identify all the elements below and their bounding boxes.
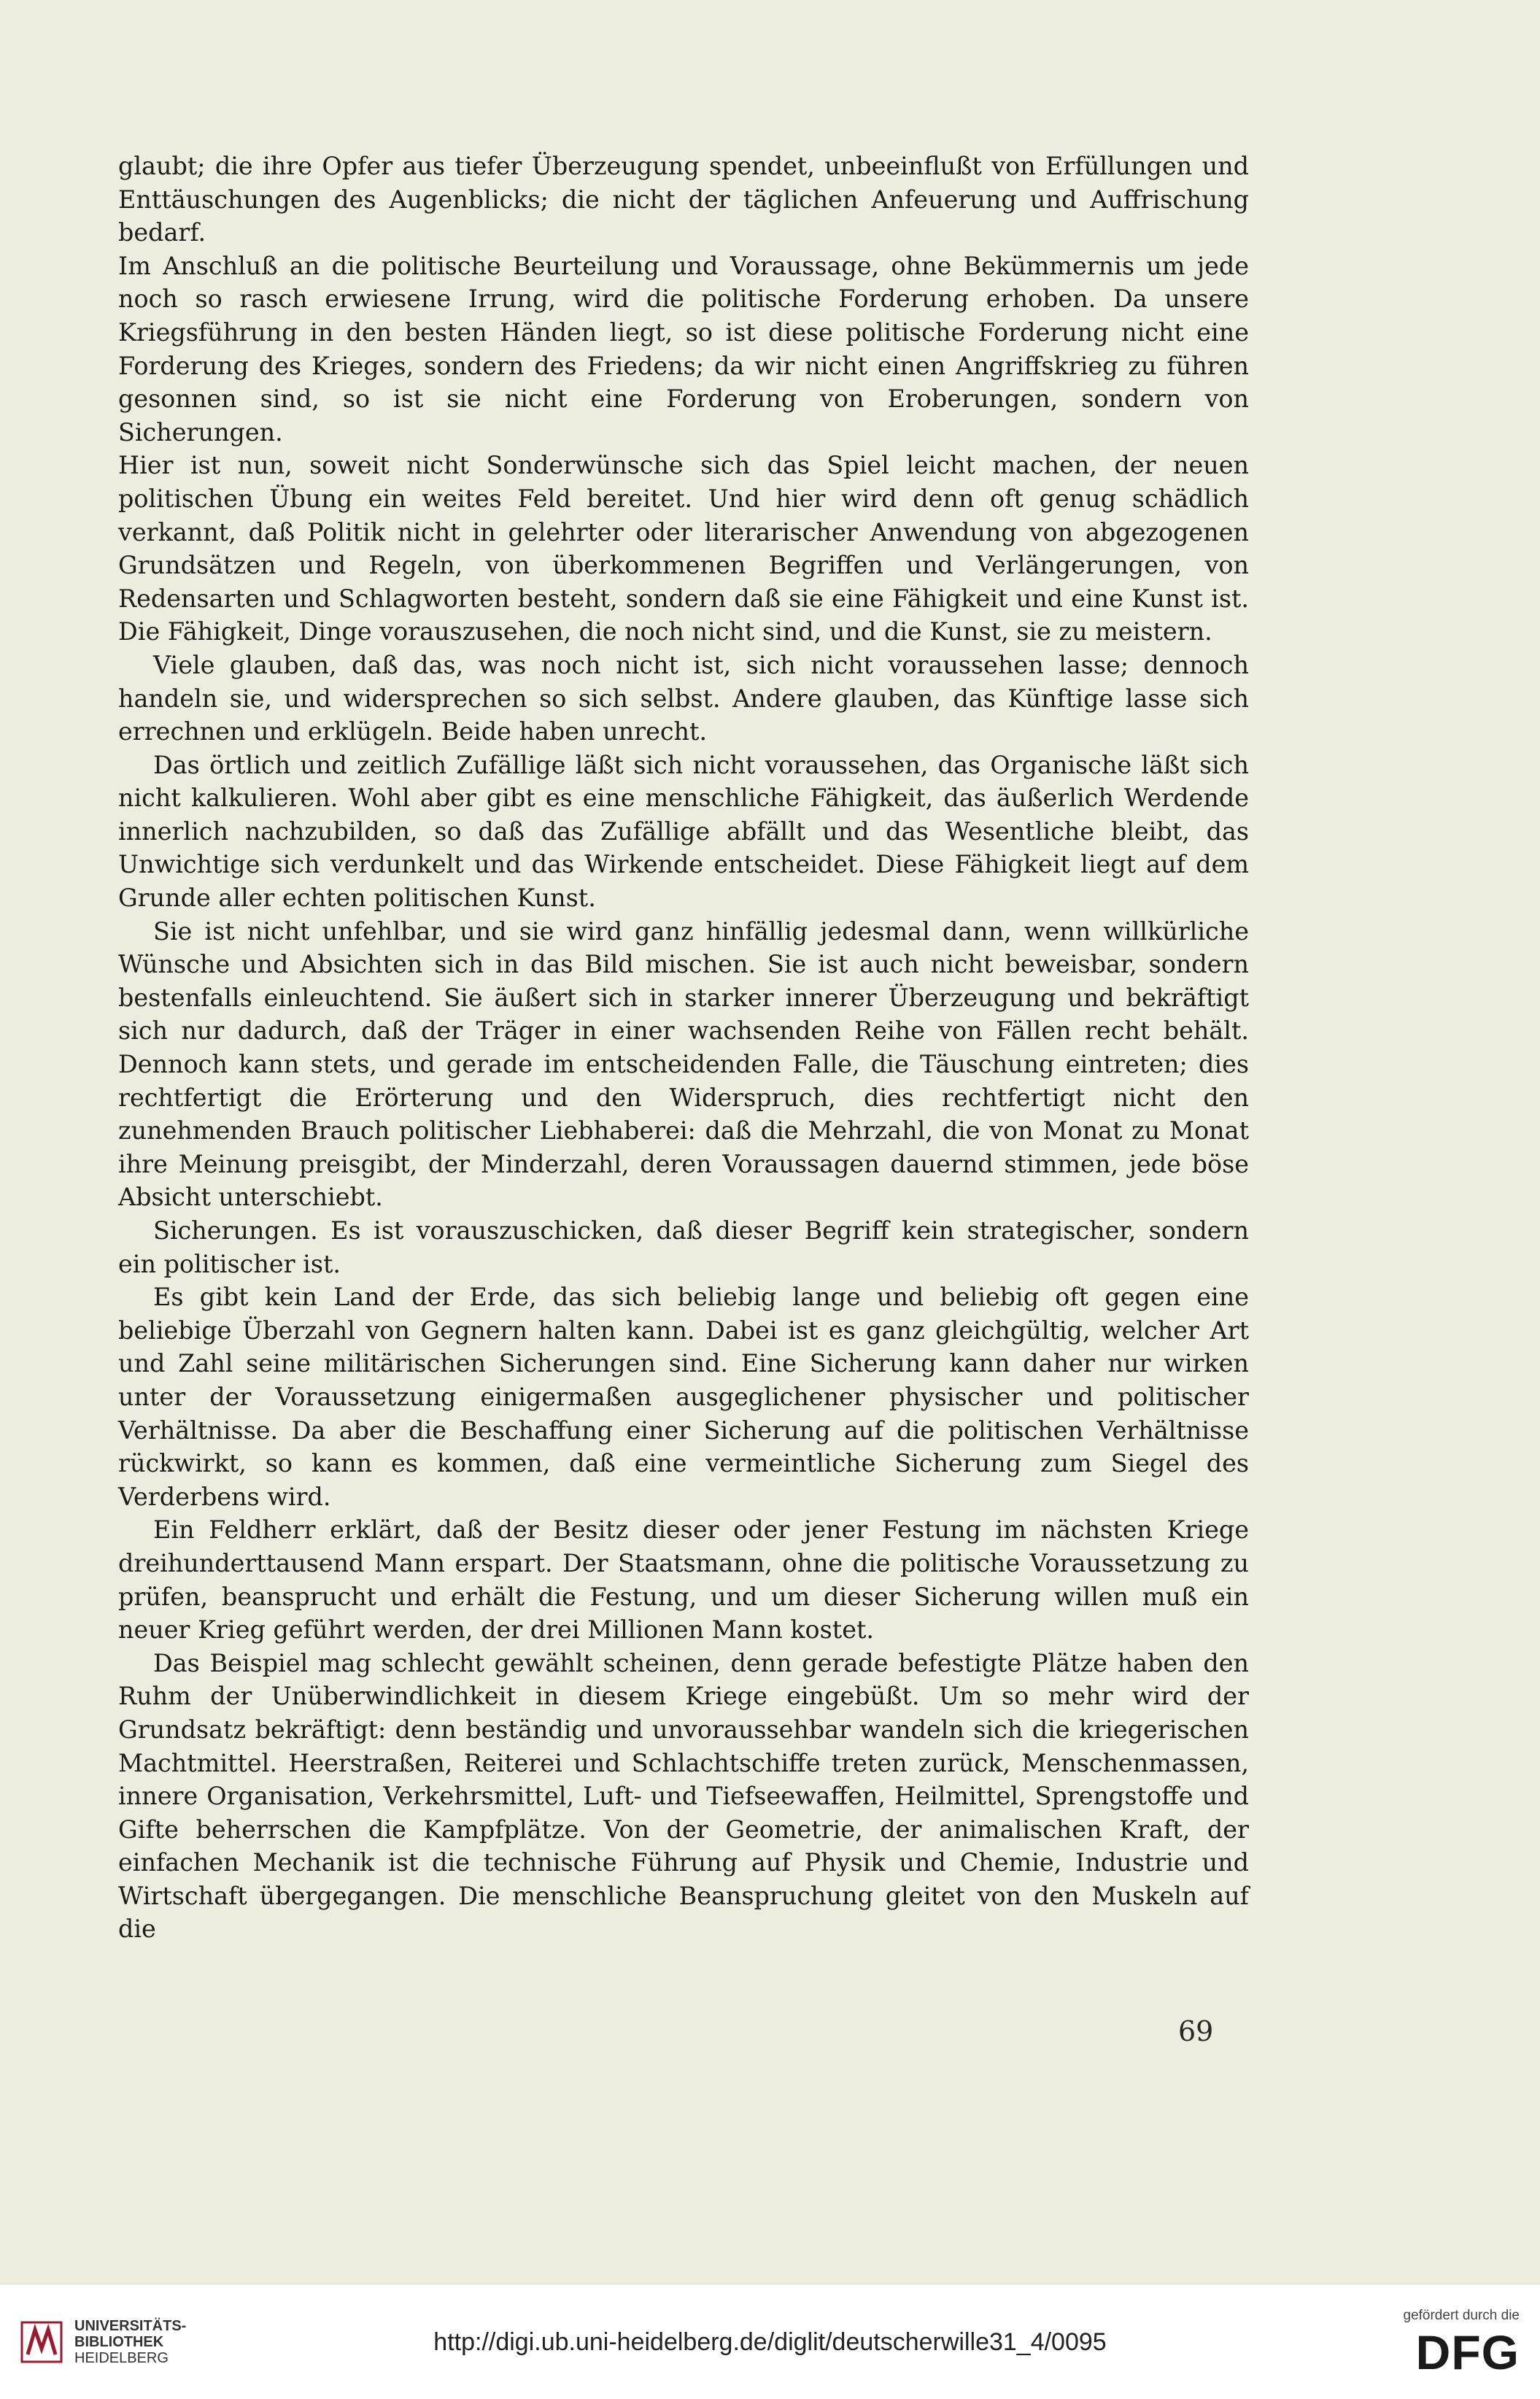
library-line: HEIDELBERG xyxy=(74,2350,169,2366)
funding-label: gefördert durch die xyxy=(1403,2308,1520,2323)
paragraph: Das örtlich und zeitlich Zufällige läßt sich nicht voraussehen, das Organische läßt sich nicht kalkulieren. Wohl aber gibt es eine menschliche Fähigkeit, das äußerlich Werdende innerlich nachzubilden, so daß das Zufällige abfällt und das Wesentliche bleibt, das Unwichtige sich verdunkelt und das Wirkende entscheidet. Diese Fähigkeit liegt auf dem Grunde aller echten politischen Kunst. xyxy=(118,750,1249,913)
paragraph: Viele glauben, daß das, was noch nicht ist, sich nicht voraussehen lasse; dennoch handeln sie, und widersprechen so sich selbst. Andere glauben, das Künftige lasse sich errechnen und erklügeln. Beide haben unrecht. xyxy=(118,650,1249,746)
page-number: 69 xyxy=(1178,2015,1214,2047)
body-text xyxy=(118,150,1249,1946)
paragraph: Sie ist nicht unfehlbar, und sie wird ganz hinfällig jedesmal dann, wenn willkürliche Wünsche und Absichten sich in das Bild mischen. Sie ist auch nicht beweisbar, sondern bestenfalls einleuchtend. Sie äußert sich in starker innerer Überzeugung und bekräftigt sich nur dadurch, daß der Träger in einer wachsenden Reihe von Fällen recht behält. Dennoch kann stets, und gerade im entscheidenden Falle, die Täuschung eintreten; dies rechtfertigt die Erörterung und den Widerspruch, dies rechtfertigt nicht den zunehmenden Brauch politischer Liebhaberei: daß die Mehrzahl, die von Monat zu Monat ihre Meinung preisgibt, der Minderzahl, deren Voraussagen dauernd stimmen, jede böse Absicht unterschiebt. xyxy=(118,916,1249,1212)
paragraph: Ein Feldherr erklärt, daß der Besitz dieser oder jener Festung im nächsten Kriege dreihunderttausend Mann erspart. Der Staatsmann, ohne die politische Voraussetzung zu prüfen, beansprucht und erhält die Festung, und um dieser Sicherung willen muß ein neuer Krieg geführt werden, der drei Millionen Mann kostet. xyxy=(118,1515,1249,1645)
permalink-url[interactable]: http://digi.ub.uni-heidelberg.de/diglit/deutscherwille31_4/0095 xyxy=(433,2328,1107,2356)
viewer-footer xyxy=(0,2284,1540,2399)
paragraph: Es gibt kein Land der Erde, das sich beliebig lange und beliebig oft gegen eine beliebige Überzahl von Gegnern halten kann. Dabei ist es ganz gleichgültig, welcher Art und Zahl seine militärischen Sicherungen sind. Eine Sicherung kann daher nur wirken unter der Voraussetzung einigermaßen ausgeglichener physischer und politischer Verhältnisse. Da aber die Beschaffung einer Sicherung auf die politischen Verhältnisse rückwirkt, so kann es kommen, daß eine vermeintliche Sicherung zum Siegel des Verderbens wird. xyxy=(118,1283,1249,1511)
paragraph: Hier ist nun, soweit nicht Sonderwünsche sich das Spiel leicht machen, der neuen politischen Übung ein weites Feld bereitet. Und hier wird denn oft genug schädlich verkannt, daß Politik nicht in gelehrter oder literarischer Anwendung von abgezogenen Grundsätzen und Regeln, von überkommenen Begriffen und Verlängerungen, von Redensarten und Schlagworten besteht, sondern daß sie eine Fähigkeit und eine Kunst ist. Die Fähigkeit, Dinge vorauszusehen, die noch nicht sind, und die Kunst, sie zu meistern. xyxy=(118,451,1249,646)
library-line: UNIVERSITÄTS- xyxy=(74,2318,187,2334)
funding-notice xyxy=(1404,2308,1520,2381)
dfg-logo: DFG xyxy=(1415,2325,1520,2379)
paragraph: glaubt; die ihre Opfer aus tiefer Überzeugung spendet, unbeeinflußt von Erfüllungen und Enttäuschungen des Augenblicks; die nicht der täglichen Anfeuerung und Auffrischung bedarf. xyxy=(118,152,1249,247)
paragraph: Das Beispiel mag schlecht gewählt scheinen, denn gerade befestigte Plätze haben den Ruhm der Unüberwindlichkeit in diesem Kriege eingebüßt. Um so mehr wird der Grundsatz bekräftigt: denn beständig und unvoraussehbar wandeln sich die kriegerischen Machtmittel. Heerstraßen, Reiterei und Schlachtschiffe treten zurück, Menschenmassen, innere Organisation, Verkehrsmittel, Luft- und Tiefseewaffen, Heilmittel, Sprengstoffe und Gifte beherrschen die Kampfplätze. Von der Geometrie, der animalischen Kraft, der einfachen Mechanik ist die technische Führung auf Physik und Chemie, Industrie und Wirtschaft übergegangen. Die menschliche Beanspruchung gleitet von den Muskeln auf die xyxy=(118,1648,1249,1944)
library-line: BIBLIOTHEK xyxy=(74,2334,164,2350)
paragraph: Sicherungen. Es ist vorauszuschicken, daß dieser Begriff kein strategischer, sondern ein politischer ist. xyxy=(118,1216,1249,1278)
paragraph: Im Anschluß an die politische Beurteilung und Voraussage, ohne Bekümmernis um jede noch so rasch erwiesene Irrung, wird die politische Forderung erhoben. Da unsere Kriegsführung in den besten Händen liegt, so ist diese politische Forderung nicht eine Forderung des Krieges, sondern des Friedens; da wir nicht einen Angriffskrieg zu führen gesonnen sind, so ist sie nicht eine Forderung von Eroberungen, sondern von Sicherungen. xyxy=(118,251,1249,447)
